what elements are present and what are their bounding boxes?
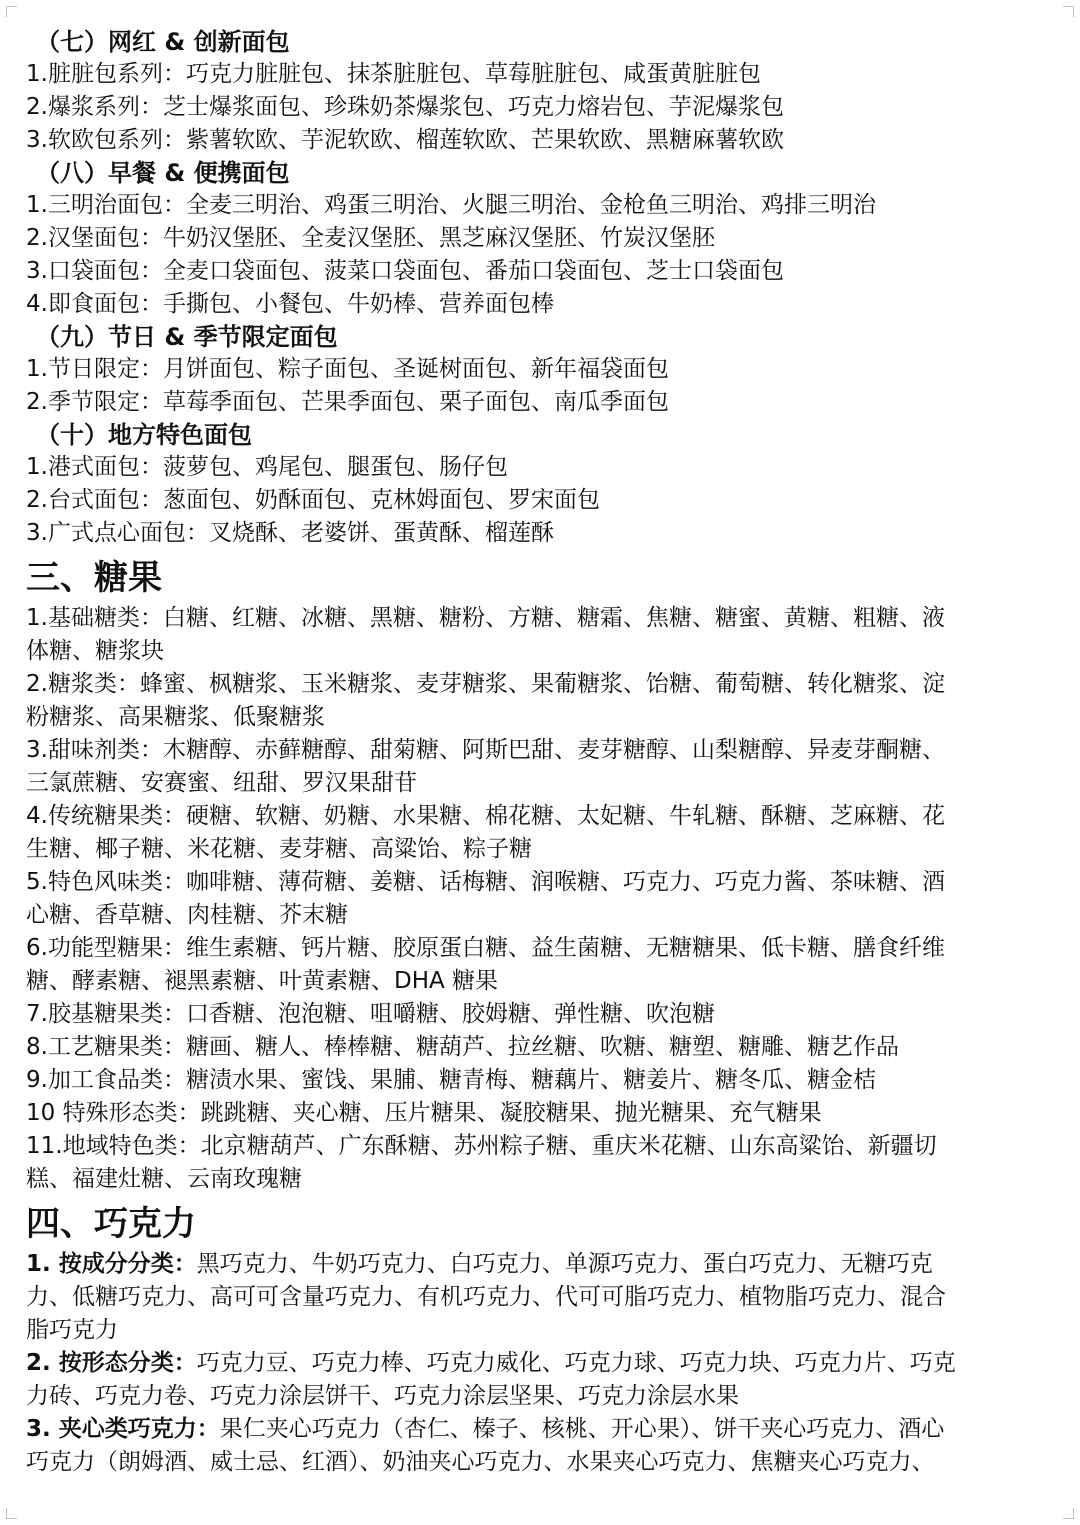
list-item: 10 特殊形态类：跳跳糖、夹心糖、压片糖果、凝胶糖果、抛光糖果、充气糖果 bbox=[26, 1100, 822, 1126]
chapter-heading-chocolate: 四、巧克力 bbox=[26, 1204, 196, 1244]
list-item-continued: 心糖、香草糖、肉桂糖、芥末糖 bbox=[26, 902, 348, 928]
chapter-heading-candy: 三、糖果 bbox=[26, 558, 162, 598]
section-heading-8: （八）早餐 & 便携面包 bbox=[36, 159, 290, 187]
list-item: 8.工艺糖果类：糖画、糖人、棒棒糖、糖葫芦、拉丝糖、吹糖、糖塑、糖雕、糖艺作品 bbox=[26, 1034, 899, 1060]
list-item: 2.季节限定：草莓季面包、芒果季面包、栗子面包、南瓜季面包 bbox=[26, 389, 669, 415]
list-item: 7.胶基糖果类：口香糖、泡泡糖、咀嚼糖、胶姆糖、弹性糖、吹泡糖 bbox=[26, 1001, 715, 1027]
list-item: 6.功能型糖果：维生素糖、钙片糖、胶原蛋白糖、益生菌糖、无糖糖果、低卡糖、膳食纤维 bbox=[26, 935, 945, 961]
list-item-continued: 体糖、糖浆块 bbox=[26, 638, 164, 664]
list-item-continued: 巧克力（朗姆酒、威士忌、红酒）、奶油夹心巧克力、水果夹心巧克力、焦糖夹心巧克力、 bbox=[26, 1449, 935, 1475]
list-item bbox=[26, 1347, 1050, 1380]
list-item: 4.传统糖果类：硬糖、软糖、奶糖、水果糖、棉花糖、太妃糖、牛轧糖、酥糖、芝麻糖、花 bbox=[26, 803, 945, 829]
document-page bbox=[26, 26, 1050, 1479]
list-item-text: 果仁夹心巧克力（杏仁、榛子、核桃、开心果）、饼干夹心巧克力、酒心 bbox=[219, 1416, 945, 1442]
list-item bbox=[26, 1248, 1050, 1281]
list-item-text: 巧克力豆、巧克力棒、巧克力威化、巧克力球、巧克力块、巧克力片、巧克 bbox=[196, 1350, 956, 1376]
list-item-continued: 力、低糖巧克力、高可可含量巧克力、有机巧克力、代可可脂巧克力、植物脂巧克力、混合 bbox=[26, 1284, 946, 1310]
list-item: 2.汉堡面包：牛奶汉堡胚、全麦汉堡胚、黑芝麻汉堡胚、竹炭汉堡胚 bbox=[26, 225, 715, 251]
list-item: 9.加工食品类：糖渍水果、蜜饯、果脯、糖青梅、糖藕片、糖姜片、糖冬瓜、糖金桔 bbox=[26, 1067, 876, 1093]
list-item-label: 2. 按形态分类： bbox=[26, 1350, 197, 1376]
list-item: 3.口袋面包：全麦口袋面包、菠菜口袋面包、番茄口袋面包、芝士口袋面包 bbox=[26, 258, 784, 284]
list-item-continued: 生糖、椰子糖、米花糖、麦芽糖、高粱饴、粽子糖 bbox=[26, 836, 532, 862]
list-item-continued: 脂巧克力 bbox=[26, 1317, 118, 1343]
list-item-text: 黑巧克力、牛奶巧克力、白巧克力、单源巧克力、蛋白巧克力、无糖巧克 bbox=[196, 1251, 933, 1277]
list-item: 2.爆浆系列：芝士爆浆面包、珍珠奶茶爆浆包、巧克力熔岩包、芋泥爆浆包 bbox=[26, 94, 784, 120]
list-item: 3.甜味剂类：木糖醇、赤藓糖醇、甜菊糖、阿斯巴甜、麦芽糖醇、山梨糖醇、异麦芽酮糖、 bbox=[26, 737, 945, 763]
list-item bbox=[26, 1413, 1050, 1446]
section-heading-7: （七）网红 & 创新面包 bbox=[36, 28, 290, 56]
list-item: 2.糖浆类：蜂蜜、枫糖浆、玉米糖浆、麦芽糖浆、果葡糖浆、饴糖、葡萄糖、转化糖浆、淀 bbox=[26, 671, 945, 697]
list-item: 4.即食面包：手撕包、小餐包、牛奶棒、营养面包棒 bbox=[26, 291, 554, 317]
list-item-continued: 糖、酵素糖、褪黑素糖、叶黄素糖、DHA 糖果 bbox=[26, 968, 499, 994]
list-item-continued: 力砖、巧克力卷、巧克力涂层饼干、巧克力涂层坚果、巧克力涂层水果 bbox=[26, 1383, 739, 1409]
list-item: 5.特色风味类：咖啡糖、薄荷糖、姜糖、话梅糖、润喉糖、巧克力、巧克力酱、茶味糖、酒 bbox=[26, 869, 945, 895]
list-item: 3.广式点心面包：叉烧酥、老婆饼、蛋黄酥、榴莲酥 bbox=[26, 520, 554, 546]
list-item-label: 1. 按成分分类： bbox=[26, 1251, 197, 1277]
list-item: 1.基础糖类：白糖、红糖、冰糖、黑糖、糖粉、方糖、糖霜、焦糖、糖蜜、黄糖、粗糖、液 bbox=[26, 605, 945, 631]
list-item-label: 3. 夹心类巧克力： bbox=[26, 1416, 220, 1442]
list-item: 1.三明治面包：全麦三明治、鸡蛋三明治、火腿三明治、金枪鱼三明治、鸡排三明治 bbox=[26, 192, 876, 218]
list-item: 1.节日限定：月饼面包、粽子面包、圣诞树面包、新年福袋面包 bbox=[26, 356, 669, 382]
list-item: 11.地域特色类：北京糖葫芦、广东酥糖、苏州粽子糖、重庆米花糖、山东高粱饴、新疆切 bbox=[26, 1133, 937, 1159]
list-item: 3.软欧包系列：紫薯软欧、芋泥软欧、榴莲软欧、芒果软欧、黑糖麻薯软欧 bbox=[26, 127, 784, 153]
section-heading-10: （十）地方特色面包 bbox=[36, 421, 252, 449]
list-item: 1.港式面包：菠萝包、鸡尾包、腿蛋包、肠仔包 bbox=[26, 454, 508, 480]
list-item-continued: 三氯蔗糖、安赛蜜、纽甜、罗汉果甜苷 bbox=[26, 770, 417, 796]
section-heading-9: （九）节日 & 季节限定面包 bbox=[36, 323, 338, 351]
list-item: 2.台式面包：葱面包、奶酥面包、克林姆面包、罗宋面包 bbox=[26, 487, 600, 513]
list-item-continued: 粉糖浆、高果糖浆、低聚糖浆 bbox=[26, 704, 325, 730]
list-item: 1.脏脏包系列：巧克力脏脏包、抹茶脏脏包、草莓脏脏包、咸蛋黄脏脏包 bbox=[26, 61, 761, 87]
crop-mark-top-left bbox=[6, 6, 17, 17]
crop-mark-bottom-right bbox=[1063, 1508, 1074, 1519]
list-item-continued: 糕、福建灶糖、云南玫瑰糖 bbox=[26, 1166, 302, 1192]
crop-mark-top-right bbox=[1063, 6, 1074, 17]
crop-mark-bottom-left bbox=[6, 1508, 17, 1519]
